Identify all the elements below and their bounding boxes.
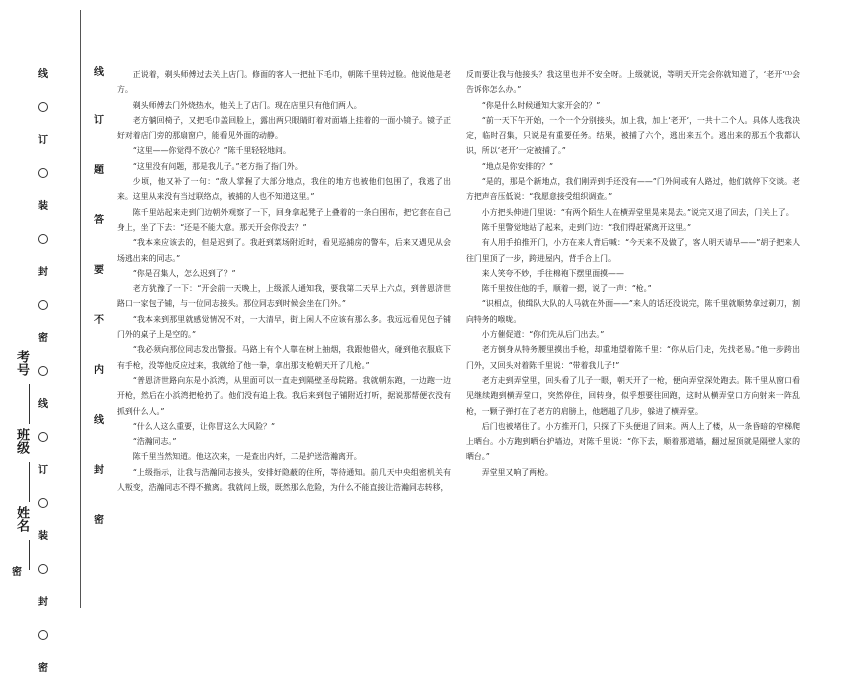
paragraph: “什么人这么重要，让你冒这么大风险？” (132, 421, 276, 431)
label-kaohao-char (14, 350, 44, 380)
binding-char: 密 (38, 333, 48, 344)
binding-char: 装 (38, 531, 48, 542)
paragraph: 老方倒身从特务腰里摸出手枪，却重地望着陈千里：“你从后门走，先找老易。”他一步跨出门外，又回头对着陈千里说：“带着我儿子!” (466, 345, 800, 370)
paragraph: 小方催促道：“你们先从后门出去。” (481, 330, 605, 340)
binding-margin (0, 0, 108, 674)
binding-char: 线 (94, 415, 104, 426)
binding-char: 题 (94, 165, 104, 176)
kaohao-line (29, 384, 30, 424)
banji-wrap (14, 428, 44, 458)
paragraph: “上级指示，让我与浩瀚同志接头，安排好隐蔽的住所，等待通知。前几天中央组密机关有人叛变，浩瀚同志不得不撤离。我就问上级，既然那么危险，为什么不能直接让浩瀚同志转移， (117, 467, 451, 493)
binding-circle (38, 168, 48, 178)
paragraph: 后门也被堵住了。小方推开门，只探了下头便退了回来。两人上了楼，从一条昏暗的窄梯爬上晒台。小方跑到晒台护墙边，对陈千里说：“你下去，顺着那道墙，翻过屋顶就是隔壁人家的晒台。” (466, 421, 800, 462)
binding-char: 密 (12, 567, 22, 578)
paragraph: “我必须向那位同志发出警报。马路上有个人靠在树上抽烟，我跟他借火，碰到他衣服底下有手枪，没等他反应过来，我就给了他一拳，拿出那支枪朝天开了几枪。” (117, 345, 451, 370)
paragraph: “你是召集人，怎么迟到了？” (132, 268, 236, 278)
paragraph: 陈千里当然知道。他这次来，一是查出内奸，二是护送浩瀚离开。 (132, 452, 362, 462)
binding-outer-column (94, 68, 104, 526)
binding-line (80, 10, 81, 608)
paragraph: “这里没有问题，那是我儿子。”老方指了指门外。 (132, 161, 303, 171)
binding-char: 订 (38, 135, 48, 146)
binding-char: 不 (94, 315, 104, 326)
binding-char: 内 (94, 365, 104, 376)
banji-line (29, 462, 30, 502)
paragraph: 正说着，剃头师傅过去关上店门。修面的客人一把扯下毛巾，朝陈千里转过脸。他说他是老方。 (117, 70, 451, 95)
right-text-column (466, 67, 800, 480)
binding-char: 线 (94, 67, 104, 78)
binding-char: 线 (38, 399, 48, 410)
binding-circle (38, 630, 48, 640)
binding-char: 密 (38, 663, 48, 674)
binding-char: 装 (38, 201, 48, 212)
student-info (14, 350, 44, 574)
paragraph: “识相点，侦缉队大队的人马就在外面——”来人的话还没说完，陈千里就顺势拿过剃刀，割向特务的喉咙。 (466, 299, 800, 324)
binding-char: 答 (94, 215, 104, 226)
paragraph: “我本来应该去的，但是迟到了。我赶到菜场附近时，看见巡捕房的警车，后来又遇见从会场逃出来的同志。” (117, 238, 451, 263)
paragraph: 弄堂里又响了两枪。 (481, 467, 553, 477)
paragraph: 老方走到弄堂里，回头看了儿子一眼，朝天开了一枪，便向弄堂深处跑去。陈千里从窗口看见继续跑到横弄堂口，突然停住，回转身，似乎想要往回跑，这时从横弄堂口方向射来一阵乱枪，一颗子弹打在了老方的肩膀上，他趔趄了几步，躲进了横弄堂。 (466, 375, 800, 416)
binding-char: 封 (94, 465, 104, 476)
paragraph: “是的，那是个新地点，我们刚弄到手还没有——”门外间或有人路过，他们就停下交谈。老方把声音压低说：“我愿意接受组织调查。” (466, 177, 800, 202)
binding-circle (38, 234, 48, 244)
paragraph: 剃头师傅去门外烧热水，他关上了店门。现在店里只有他们两人。 (132, 100, 362, 110)
paragraph: 老方躺回椅子，又把毛巾盖回脸上，露出两只眼睛盯着对面墙上挂着的一面小镜子。镜子正好对着店门旁的那扇窗户，能看见外面的动静。 (117, 115, 451, 141)
paragraph: “这里——你觉得不放心？”陈千里轻轻地问。 (132, 146, 291, 156)
xingming-label: 姓名 (14, 506, 29, 532)
paragraph: “地点是你安排的？” (481, 161, 553, 171)
paragraph: 陈千里警觉地站了起来，走到门边：“我们得赶紧离开这里。” (481, 222, 692, 232)
binding-char: 要 (94, 265, 104, 276)
paragraph: 少顷，他又补了一句：“敌人掌握了大部分地点，我住的地方也被他们包围了，我逃了出来。这里从来没有当过联络点，被捕的人也不知道这里。” (117, 177, 451, 202)
paragraph: 老方犹豫了一下：“开会前一天晚上，上级派人通知我，要我第二天早上六点，到普恩济世路口一家包子铺，与一位同志接头。那位同志到时候会坐在门外。” (117, 284, 451, 309)
binding-char: 线 (38, 69, 48, 80)
binding-char: 密 (94, 515, 104, 526)
left-text-column (117, 67, 451, 495)
xingming-wrap (14, 506, 44, 536)
binding-char: 封 (38, 267, 48, 278)
paragraph: 小方把头伸进门里说：“有两个陌生人在横弄堂里晃来晃去。”说完又退了回去，门关上了。 (481, 207, 794, 217)
paragraph: 来人笑夸不妙，手往棉袍下摆里面摸—— (481, 268, 624, 278)
paragraph: 陈千里按住他的手，顺着一摁，说了一声：“枪。” (481, 284, 652, 294)
paragraph: “前一天下午开始，一个一个分别接头，加上我，加上‘老开’，一共十二个人。具体人选我决定，临时召集，只说是有重要任务。结果，被捕了六个，逃出来五个。逃出来的那五个我都认识，所以‘老开’一定被捕了。” (466, 115, 800, 156)
binding-char: 订 (94, 115, 104, 126)
xingming-line (29, 540, 30, 570)
paragraph: 反而要让我与他接头？我这里也并不安全呀。上级就说，等明天开完会你就知道了，‘老开’⁽¹⁾会告诉你怎么办。” (466, 70, 800, 95)
kaohao-label: 考号 (14, 350, 29, 376)
paragraph: “普恩济世路向东是小浜湾，从里面可以一直走到隔壁圣母院路。我就朝东跑，一边跑一边开枪，然后在小浜湾把枪扔了。他们没有追上我。我后来到包子铺附近打听，据说那帮便衣没有抓到什么人。” (117, 375, 451, 416)
paragraph: “浩瀚同志。” (132, 437, 177, 447)
paragraph: 有人用手拍推开门，小方在来人背后喊：“今天来不及做了，客人明天请早——”胡子把来人往门里顶了一步，跨进屋内，背手合上门。 (466, 238, 800, 263)
binding-circle (38, 300, 48, 310)
binding-char: 封 (38, 597, 48, 608)
binding-circle (38, 102, 48, 112)
paragraph: “我本来到那里就感觉情况不对，一大清早，街上闲人不应该有那么多。我远远看见包子铺门外的桌子上是空的。” (117, 314, 451, 340)
binding-char: 订 (38, 465, 48, 476)
paragraph: 陈千里站起来走到门边朝外观察了一下，回身拿起凳子上叠着的一条白围布，把它套在自己身上，坐了下去：“还是不能大意。那天开会你没去？” (117, 207, 451, 232)
banji-label: 班级 (14, 428, 29, 454)
paragraph: “你是什么时候通知大家开会的？” (481, 100, 601, 110)
